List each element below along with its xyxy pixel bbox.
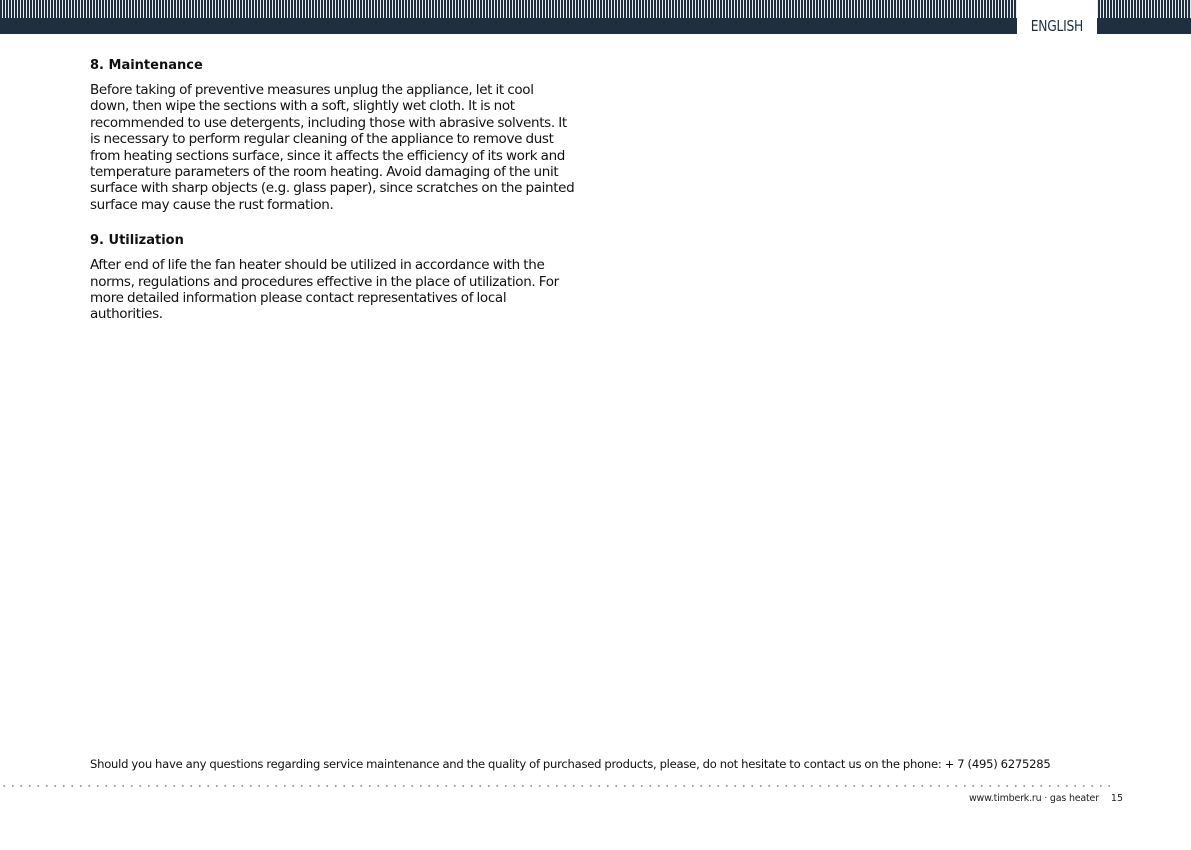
header-bar [0, 0, 1191, 34]
footer-divider [0, 785, 1110, 787]
language-label: ENGLISH [1030, 17, 1084, 35]
footer-brand [960, 793, 1130, 804]
page-number: 15 [1110, 793, 1123, 804]
header-stripes [0, 0, 1191, 18]
language-tab [1017, 0, 1097, 36]
maintenance-text: Before taking of preventive measures unplug the appliance, let it cool down, then wipe the sections with a soft, slightly wet cloth. It is not recommended to use detergents, including those with abrasive solvents. It is necessary to perform regular cleaning of the appliance to remove dust from heating sections surface, since it affects the efficiency of its work and temperature parameters of the room heating. Avoid damaging of the unit surface with sharp objects (e.g. glass paper), since scratches on the painted surface may cause the rust formation. [90, 82, 575, 213]
utilization-text: After end of life the fan heater should be utilized in accordance with the norms, regulations and procedures effective in the place of utilization. For more detailed information please contact representatives of local authorities. [90, 257, 559, 323]
footer-site: www.timberk.ru · gas heater [968, 793, 1099, 804]
maintenance-heading: 8. Maintenance [90, 58, 203, 73]
main-content [90, 58, 575, 343]
utilization-heading: 9. Utilization [90, 233, 184, 249]
contact-note: Should you have any questions regarding service maintenance and the quality of purchased products, please, do not hesitate to contact us on the phone: + 7 (495) 6275285 [90, 757, 1051, 771]
